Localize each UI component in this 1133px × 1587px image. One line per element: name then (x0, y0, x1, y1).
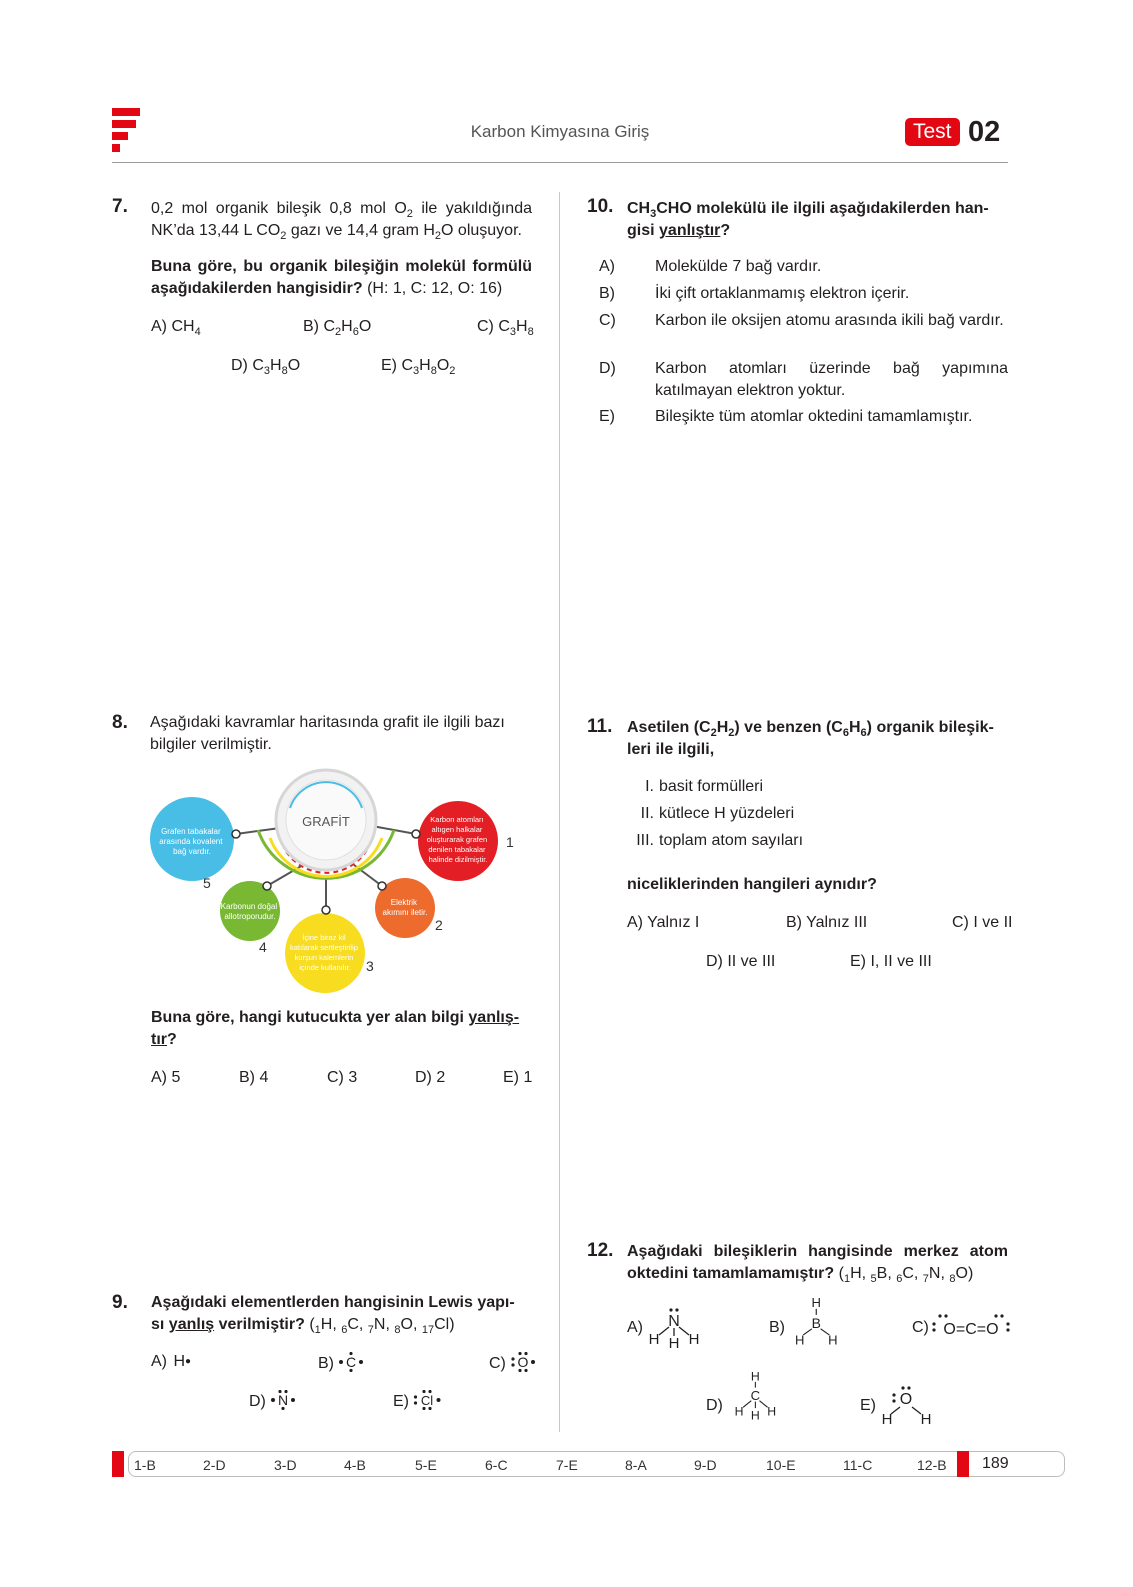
answer-key-item: 4-B (344, 1457, 366, 1473)
header-divider (112, 162, 1008, 163)
q7-option-e[interactable]: E) $C_3H_8O_2$ (381, 357, 456, 377)
answer-key-item: 2-D (203, 1457, 226, 1473)
q9-option-b[interactable]: B) C (318, 1352, 364, 1374)
q10-option-b[interactable]: B) İki çift ortaklanmamış elektron içerir. (599, 285, 910, 302)
svg-text:H: H (734, 1404, 744, 1419)
svg-text:C: C (346, 1354, 357, 1370)
answer-key-item: 5-E (415, 1457, 437, 1473)
question-7-stem: 0,2 mol organik bileşik 0,8 mol $O_2$ ile yakıldığında NK’da 13,44 L $CO_2$ gazı ve 14,4 gram $H_2O$ oluşuyor. (151, 200, 532, 242)
svg-text:H: H (750, 1408, 760, 1422)
q11-option-d[interactable]: D) II ve III (706, 953, 776, 970)
q11-option-e[interactable]: E) I, II ve III (850, 953, 932, 970)
svg-text:C: C (750, 1387, 761, 1403)
methane-structure (725, 1368, 789, 1422)
lewis-carbon-icon (338, 1352, 364, 1372)
q9-option-d[interactable]: D) N (249, 1390, 296, 1412)
answer-key-item: 9-D (694, 1457, 717, 1473)
svg-text:H: H (767, 1404, 777, 1419)
q11-item-1: I. basit formülleri (645, 778, 764, 795)
question-9-stem: Aşağıdaki elementlerden hangisinin Lewis yapı- sı yanlış verilmiştir? ($_1H$, $_6$C, $_7$N, $_8$O, $_{17}$Cl) (151, 1294, 515, 1336)
question-8-question: Buna göre, hangi kutucukta yer alan bilgi yanlış- tır? (151, 1009, 520, 1048)
column-divider (559, 192, 560, 1432)
node-2-number: 2 (435, 917, 443, 933)
q8-option-a[interactable]: A) 5 (151, 1069, 181, 1086)
svg-text:H: H (920, 1411, 932, 1428)
question-11-question: niceliklerinden hangileri aynıdır? (627, 876, 877, 893)
q12-option-a[interactable]: A) (627, 1319, 643, 1336)
svg-text:H: H (881, 1411, 893, 1428)
q12-option-d[interactable]: D) (706, 1397, 723, 1414)
question-12-number: 12. (587, 1240, 614, 1261)
svg-text:O: O (517, 1354, 529, 1370)
svg-text:H: H (688, 1331, 700, 1348)
answer-key-item: 6-C (485, 1457, 508, 1473)
graphite-concept-map (140, 768, 532, 1000)
svg-text:N: N (278, 1392, 289, 1408)
q8-option-b[interactable]: B) 4 (239, 1069, 269, 1086)
q8-option-c[interactable]: C) 3 (327, 1069, 358, 1086)
svg-text:H: H (750, 1369, 760, 1384)
q7-option-c[interactable]: C) $C_3H_8$ (477, 318, 534, 338)
answer-key-item: 8-A (625, 1457, 647, 1473)
svg-text:H: H (668, 1335, 680, 1352)
answer-key-item: 1-B (134, 1457, 156, 1473)
svg-text:B: B (811, 1314, 821, 1331)
ammonia-structure (645, 1300, 709, 1354)
q10-option-e[interactable]: E) Bileşikte tüm atomlar oktedini tamamlamıştır. (599, 408, 973, 425)
q11-option-c[interactable]: C) I ve II (952, 914, 1013, 931)
q10-option-d[interactable]: D) Karbon atomları üzerinde bağ yapımına katılmayan elektron yoktur. (599, 360, 1008, 399)
page-number: 189 (982, 1455, 1009, 1472)
svg-text:H: H (828, 1332, 838, 1348)
answer-key-item: 7-E (556, 1457, 578, 1473)
question-10-stem: $CH_3CHO$ molekülü ile ilgili aşağıdakilerden han- gisi yanlıştır? (627, 200, 989, 239)
answer-key-item: 12-B (917, 1457, 947, 1473)
svg-text:H: H (648, 1331, 660, 1348)
carbon-dioxide-structure (931, 1310, 1011, 1346)
answer-key-bar (112, 1451, 969, 1477)
publisher-logo (112, 108, 142, 154)
svg-text:N: N (668, 1313, 680, 1330)
q9-option-c[interactable]: C) O (489, 1352, 536, 1374)
q7-option-d[interactable]: D) $C_3H_8O$ (231, 357, 301, 377)
question-12-stem: Aşağıdaki bileşiklerin hangisinde merkez atom oktedini tamamlamamıştır? ($_1H$, $_5$B, $_6$C, $_7$N, $_8$O) (627, 1243, 1008, 1285)
node-4-number: 4 (259, 939, 267, 955)
question-11-number: 11. (587, 716, 613, 737)
lewis-nitrogen-icon (270, 1390, 296, 1410)
water-structure (876, 1380, 940, 1434)
concept-node-4 (220, 881, 280, 941)
svg-text:Cl: Cl (421, 1393, 434, 1408)
node-3-number: 3 (366, 958, 374, 974)
lewis-oxygen-icon (510, 1352, 536, 1372)
q11-option-a[interactable]: A) Yalnız I (627, 914, 700, 931)
answer-key-item: 11-C (843, 1457, 873, 1473)
svg-text:H: H (794, 1332, 805, 1348)
lewis-chlorine-icon (413, 1390, 441, 1410)
test-badge: Test (905, 118, 960, 146)
question-8-stem: Aşağıdaki kavramlar haritasında grafit ile ilgili bazı bilgiler verilmiştir. (150, 714, 505, 753)
q10-option-a[interactable]: A) Molekülde 7 bağ vardır. (599, 258, 822, 275)
svg-text:O: O (899, 1391, 913, 1408)
node-5-number: 5 (203, 875, 211, 891)
question-10-number: 10. (587, 196, 614, 217)
q8-option-e[interactable]: E) 1 (503, 1069, 533, 1086)
svg-text:Karbon atomları altıgen ha: Karbon atomları altıgen halkalar oluşturarak grafen denilen tabakalar halinde dizilmiştir. (426, 815, 488, 864)
node-1-number: 1 (506, 834, 514, 850)
question-11-stem: Asetilen $(C_2H_2)$ ve benzen $(C_6H_6)$ organik bileşik- leri ile ilgili, (627, 719, 994, 758)
test-number: 02 (968, 116, 1001, 148)
q12-option-e[interactable]: E) (860, 1397, 876, 1414)
q11-item-2: II. kütlece H yüzdeleri (640, 805, 795, 822)
answer-key-item: 10-E (766, 1457, 796, 1473)
question-8-number: 8. (112, 712, 128, 733)
svg-text:Karbonun doğal allotroporu: Karbonun doğal allotroporudur. (220, 902, 278, 921)
answer-key-item: 3-D (274, 1457, 297, 1473)
q12-option-c[interactable]: C) (912, 1319, 929, 1336)
question-9-number: 9. (112, 1292, 128, 1313)
svg-text:Elektrik akımını iletir.: Elektrik akımını iletir. (382, 898, 428, 917)
question-7-number: 7. (112, 196, 128, 217)
q11-item-3: III. toplam atom sayıları (636, 832, 804, 849)
q7-option-a[interactable]: A) $CH_4$ (151, 318, 201, 338)
q9-option-a[interactable]: A) H● (151, 1353, 192, 1370)
svg-text:Grafen tabakalar arasında: Grafen tabakalar arasında kovalent bağ vardır. (159, 827, 223, 856)
q12-option-b[interactable]: B) (769, 1319, 785, 1336)
q7-option-b[interactable]: B) $C_2H_6O$ (303, 318, 372, 338)
page-title: Karbon Kimyasına Giriş (470, 122, 650, 141)
q10-option-c[interactable]: C) Karbon ile oksijen atomu arasında ikili bağ vardır. (599, 312, 1004, 329)
question-7-question: Buna göre, bu organik bileşiğin molekül formülü aşağıdakilerden hangisidir? (H: 1, C: 12, O: 16) (151, 258, 532, 297)
borane-structure (786, 1294, 850, 1348)
q9-option-e[interactable]: E) Cl (393, 1390, 441, 1412)
svg-text:O=C=O: O=C=O (943, 1321, 999, 1338)
svg-text:İçine biraz kil katılarak: İçine biraz kil katılarak sertleştirilip kurşun kalemlerin içinde kullanılır. (289, 933, 358, 972)
center-label: GRAFİT (302, 814, 350, 829)
q8-option-d[interactable]: D) 2 (415, 1069, 446, 1086)
svg-text:H: H (811, 1295, 821, 1311)
q11-option-b[interactable]: B) Yalnız III (786, 914, 868, 931)
answer-key-end-marker (957, 1451, 969, 1477)
